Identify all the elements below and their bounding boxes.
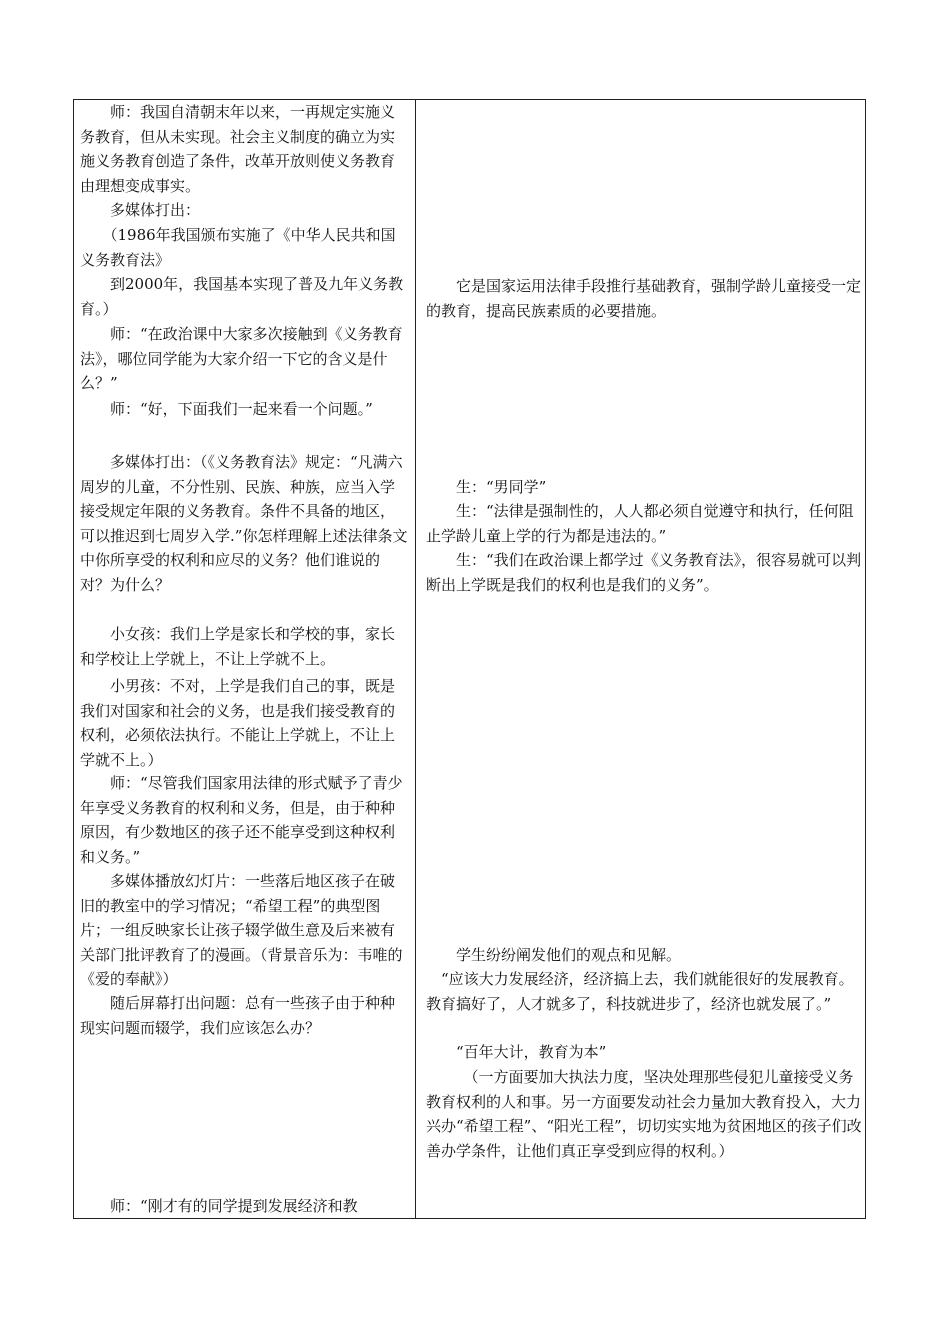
teacher-activity-paragraph: 师：我国自清朝末年以来，一再规定实施义务教育，但从未实现。社会主义制度的确立为实施义务教育创造了条件，改革开放则使义务教育由理想变成事实。 — [80, 103, 396, 195]
teacher-activity-paragraph: 到2000年，我国基本实现了普及九年义务教育。） — [80, 275, 404, 318]
student-activity-paragraph: 生：“我们在政治课上都学过《义务教育法》，很容易就可以判断出上学既是我们的权利也是我们的义务”。 — [426, 551, 862, 594]
student-activity-paragraph: 学生纷纷阐发他们的观点和见解。 — [426, 946, 682, 964]
teacher-activity-paragraph: （1986年我国颁布实施了《中华人民共和国义务教育法》 — [80, 226, 396, 269]
student-activity-paragraph: “百年大计，教育为本” — [426, 1043, 607, 1061]
student-activity-paragraph: 生：“男同学” — [426, 478, 547, 496]
teacher-activity-paragraph: 多媒体打出： — [80, 201, 201, 219]
student-activity-paragraph: 它是国家运用法律手段推行基础教育，强制学龄儿童接受一定的教育，提高民族素质的必要措施。 — [426, 277, 862, 320]
student-activity-paragraph: “应该大力发展经济，经济搞上去，我们就能很好的发展教育。教育搞好了，人才就多了，科技就进步了，经济也就发展了。” — [426, 970, 854, 1013]
column-divider — [415, 100, 416, 1218]
teacher-activity-paragraph: 师：“刚才有的同学提到发展经济和教 — [80, 1197, 358, 1215]
teacher-activity-paragraph: 随后屏幕打出问题：总有一些孩子由于种种现实问题而辍学，我们应该怎么办？ — [80, 994, 396, 1037]
student-activity-paragraph: （一方面要加大执法力度，坚决处理那些侵犯儿童接受义务教育权利的人和事。另一方面要发动社会力量加大教育投入，大力兴办“希望工程”、“阳光工程”，切切实实地为贫困地区的孩子们改善办学条件，让他们真正享受到应得的权利。） — [426, 1068, 862, 1160]
teacher-activity-paragraph: 师：“在政治课中大家多次接触到《义务教育法》，哪位同学能为大家介绍一下它的含义是什么？” — [80, 325, 403, 392]
teacher-activity-paragraph: 多媒体打出：（《义务教育法》规定：“凡满六周岁的儿童，不分性别、民族、种族，应当入学接受规定年限的义务教育。条件不具备的地区，可以推迟到七周岁入学.”你怎样理解上述法律条文中你所享受的权利和应尽的义务？他们谁说的对？为什么？ — [80, 453, 408, 594]
teacher-activity-paragraph: 多媒体播放幻灯片：一些落后地区孩子在破旧的教室中的学习情况；“希望工程”的典型图片；一组反映家长让孩子辍学做生意及后来被有关部门批评教育了的漫画。（背景音乐为：韦唯的《爱的奉献》） — [80, 872, 403, 988]
teacher-activity-paragraph: 师：“尽管我们国家用法律的形式赋予了青少年享受义务教育的权利和义务，但是，由于种种原因，有少数地区的孩子还不能享受到这种权利和义务。” — [80, 774, 403, 866]
teacher-activity-paragraph: 小女孩：我们上学是家长和学校的事，家长和学校让上学就上，不让上学就不上。 — [80, 625, 396, 668]
lesson-table — [73, 99, 866, 1219]
student-activity-paragraph: 生：“法律是强制性的，人人都必须自觉遵守和执行，任何阻止学龄儿童上学的行为都是违法的。” — [426, 502, 854, 545]
teacher-activity-paragraph: 师：“好，下面我们一起来看一个问题。” — [80, 400, 373, 418]
teacher-activity-paragraph: 小男孩：不对，上学是我们自己的事，既是我们对国家和社会的义务，也是我们接受教育的权利，必须依法执行。不能让上学就上，不让上学就不上。） — [80, 677, 396, 769]
